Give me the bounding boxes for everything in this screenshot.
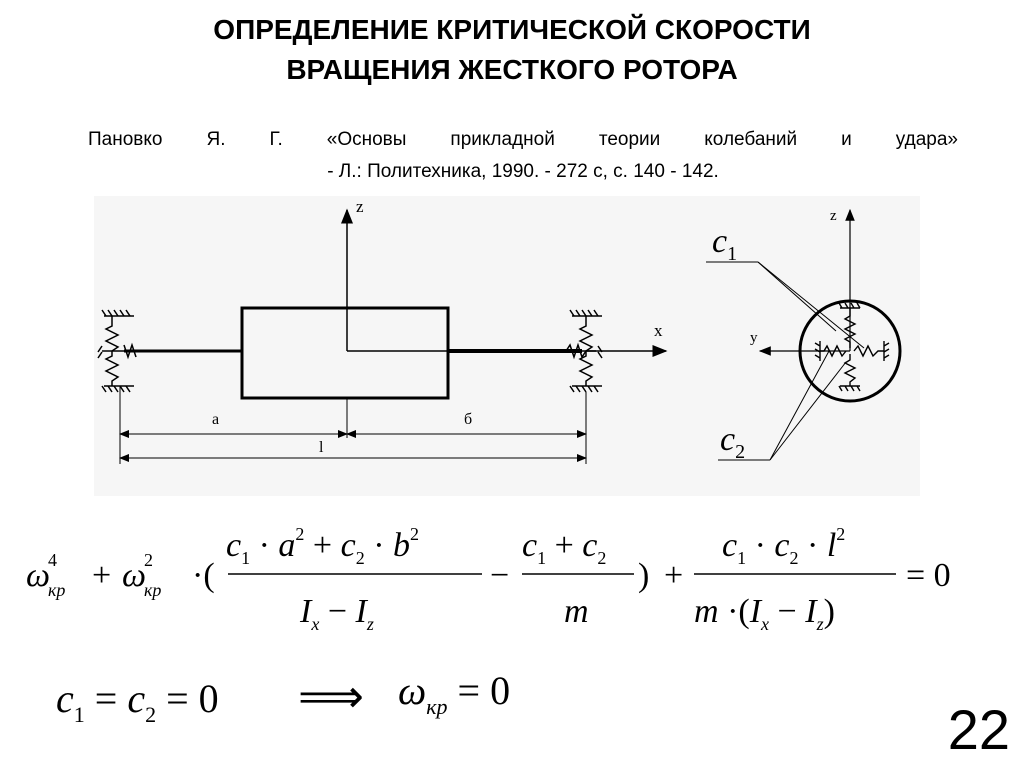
- fraction-1-numerator: $c_1 \cdot a^2 + c_2 \cdot b^2$: [226, 524, 420, 568]
- rotor-diagram: [94, 196, 920, 496]
- x-axis-label: x: [654, 321, 663, 340]
- title-line-2: ВРАЩЕНИЯ ЖЕСТКОГО РОТОРА: [286, 54, 738, 85]
- c1-label: $c_1$: [712, 223, 738, 265]
- z-axis-right-label: z: [830, 208, 837, 224]
- fraction-2-denominator: m: [564, 593, 589, 630]
- minus-1: −: [490, 557, 510, 594]
- slide-title: [0, 10, 1024, 90]
- equals-zero: = 0: [906, 557, 951, 594]
- critical-speed-equation: [18, 512, 978, 642]
- c1-equals-c2: $c_1 = c_2 = 0$: [56, 676, 219, 727]
- reference-line-1: Пановко Я. Г. «Основы прикладной теории колебаний и удара»: [88, 129, 958, 150]
- omega-term-1: ω4 кр: [26, 550, 66, 600]
- plus-2: +: [664, 557, 684, 594]
- implies-arrow: ⟹: [298, 671, 364, 722]
- omega-critical-zero: $\omega_{кр} = 0$: [398, 668, 511, 719]
- y-axis-right-label: y: [750, 330, 758, 346]
- fraction-3-numerator: $c_1 \cdot c_2 \cdot l^2$: [722, 524, 846, 568]
- plus-1: +: [92, 557, 112, 594]
- title-line-1: ОПРЕДЕЛЕНИЕ КРИТИЧЕСКОЙ СКОРОСТИ: [213, 14, 811, 45]
- c2-label: $c_2$: [720, 421, 746, 463]
- fraction-2-numerator: $c_1 + c_2$: [522, 527, 607, 568]
- reference-line-2: - Л.: Политехника, 1990. - 272 с, с. 140 - 142.: [327, 161, 719, 182]
- fraction-1-denominator: $I_x - I_z$: [300, 593, 374, 634]
- dimension-a-label: a: [212, 411, 220, 428]
- z-axis-label: z: [356, 197, 364, 216]
- dimension-b-label: б: [464, 411, 473, 428]
- conclusion-equation: [40, 660, 580, 740]
- dot-open-paren: ·(: [192, 557, 215, 594]
- close-paren: ): [638, 557, 650, 594]
- fraction-3-denominator: $m \cdot(I_x - I_z)$: [694, 593, 835, 634]
- figure-background: [94, 196, 920, 496]
- dimension-l-label: l: [319, 439, 324, 456]
- page-number: 22: [947, 698, 1010, 761]
- omega-term-2: ω2 кр: [122, 550, 162, 600]
